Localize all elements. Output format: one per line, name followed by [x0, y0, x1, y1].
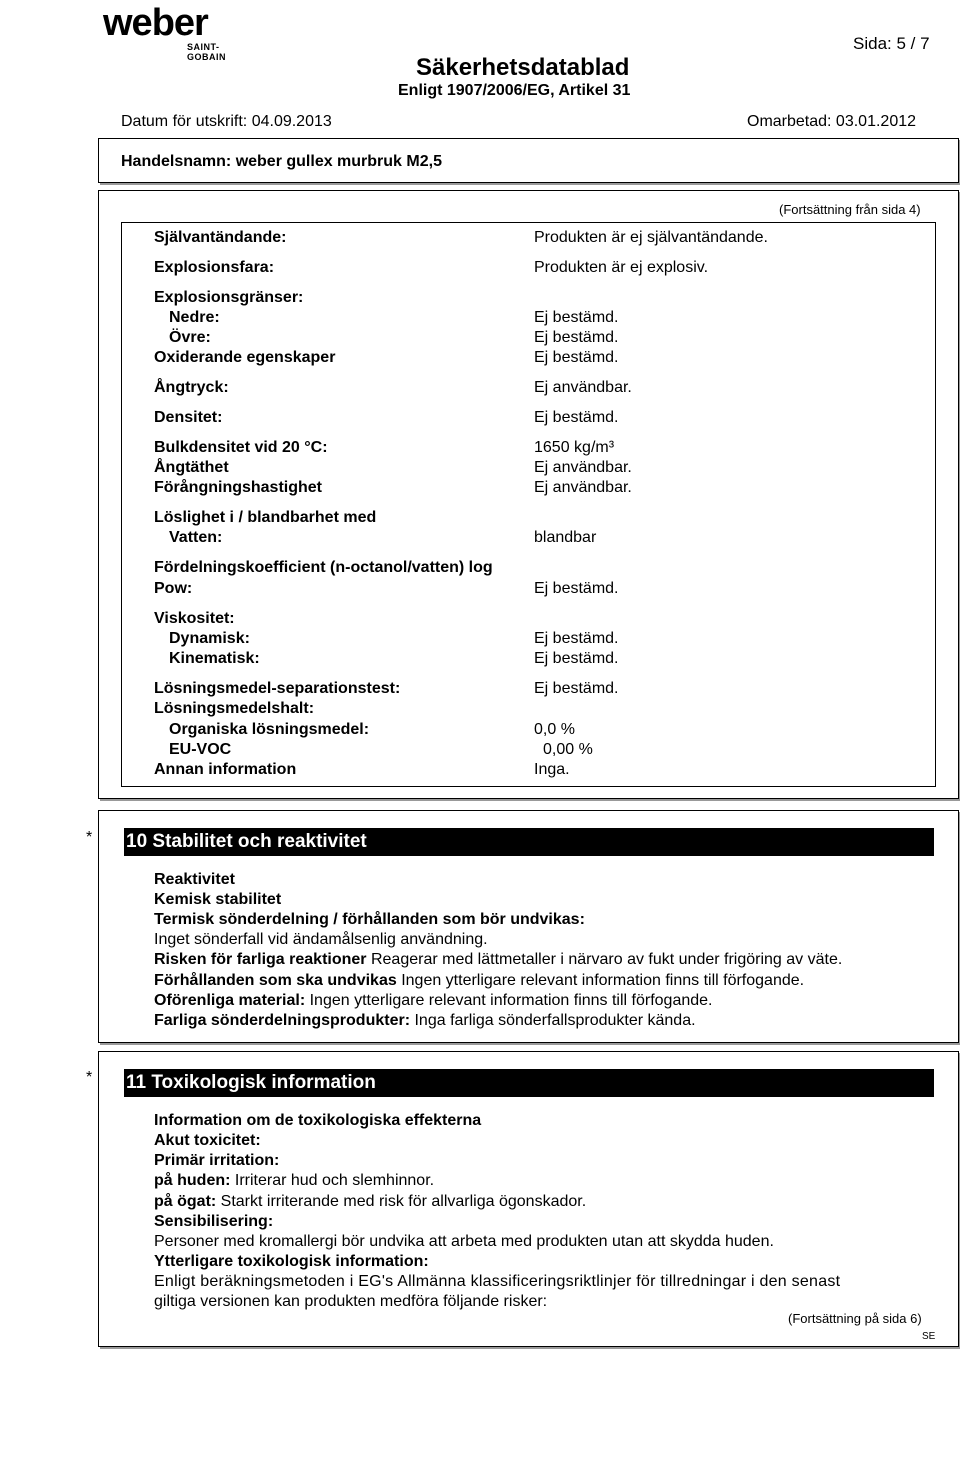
skin-line — [154, 1172, 434, 1190]
dynamic-viscosity-label: Dynamisk: — [169, 630, 250, 647]
pow-value: Ej bestämd. — [534, 580, 619, 597]
self-ignition-label: Självantändande: — [154, 229, 287, 246]
section-11-heading — [121, 1069, 934, 1097]
hazard-line — [154, 951, 842, 969]
further-tox-text-2: giltiga versionen kan produkten medföra följande risker: — [154, 1293, 548, 1310]
bulk-density-value: 1650 kg/m³ — [534, 439, 615, 456]
heading-bar — [121, 828, 124, 856]
skin-text: Irriterar hud och slemhinnor. — [230, 1172, 435, 1189]
pow-label: Pow: — [154, 580, 193, 597]
weber-logo — [103, 2, 253, 62]
vapour-density-value: Ej användbar. — [534, 459, 632, 476]
upper-limit-label: Övre: — [169, 329, 211, 346]
vapour-density-label: Ångtäthet — [154, 459, 229, 476]
decomp-label: Farliga sönderdelningsprodukter: — [154, 1012, 411, 1029]
explosion-hazard-label: Explosionsfara: — [154, 259, 275, 276]
lower-limit-value: Ej bestämd. — [534, 309, 619, 326]
section-10-revision-marker: * — [86, 829, 93, 846]
logo-wordmark: weber — [103, 2, 208, 44]
skin-label: på huden: — [154, 1172, 231, 1189]
evaporation-rate-value: Ej användbar. — [534, 479, 632, 496]
document-subtitle: Enligt 1907/2006/EG, Artikel 31 — [398, 82, 631, 99]
viscosity-label: Viskositet: — [154, 610, 235, 627]
sensitisation-text: Personer med kromallergi bör undvika att arbeta med produkten utan att skydda huden. — [154, 1233, 774, 1250]
language-code: SE — [922, 1331, 936, 1342]
print-date: Datum för utskrift: 04.09.2013 — [121, 113, 332, 130]
decomp-text: Inga farliga sönderfallsprodukter kända. — [410, 1012, 696, 1029]
lower-limit-label: Nedre: — [169, 309, 220, 326]
logo-subtext: SAINT-GOBAIN — [187, 42, 226, 62]
heading-bar — [121, 1069, 124, 1097]
chem-stability-label: Kemisk stabilitet — [154, 891, 282, 908]
page-number: Sida: 5 / 7 — [853, 34, 930, 53]
section-10-heading — [121, 828, 934, 856]
solvent-separation-value: Ej bestämd. — [534, 680, 619, 697]
explosion-limits-label: Explosionsgränser: — [154, 289, 304, 306]
continued-from: (Fortsättning från sida 4) — [779, 202, 921, 217]
eye-text: Starkt irriterande med risk för allvarliga ögonskador. — [216, 1193, 587, 1210]
tox-effects-label: Information om de toxikologiska effekterna — [154, 1112, 482, 1129]
kinematic-viscosity-label: Kinematisk: — [169, 650, 260, 667]
thermal-text: Inget sönderfall vid ändamålsenlig användning. — [154, 931, 488, 948]
eu-voc-label: EU-VOC — [169, 741, 232, 758]
further-tox-text-1: Enligt beräkningsmetoden i EG's Allmänna klassificeringsriktlinjer för tillredningar i den senast — [154, 1273, 841, 1290]
acute-toxicity-label: Akut toxicitet: — [154, 1132, 261, 1149]
solubility-label: Löslighet i / blandbarhet med — [154, 509, 377, 526]
density-label: Densitet: — [154, 409, 223, 426]
section-11-title: 11 Toxikologisk information — [126, 1072, 376, 1093]
eu-voc-value: 0,00 % — [543, 741, 593, 758]
other-info-value: Inga. — [534, 761, 570, 778]
avoid-line — [154, 972, 804, 990]
primary-irritation-label: Primär irritation: — [154, 1152, 280, 1169]
partition-label: Fördelningskoefficient (n-octanol/vatten) log — [154, 559, 493, 576]
further-tox-label: Ytterligare toxikologisk information: — [154, 1253, 429, 1270]
avoid-label: Förhållanden som ska undvikas — [154, 972, 397, 989]
bulk-density-label: Bulkdensitet vid 20 °C: — [154, 439, 328, 456]
vapour-pressure-label: Ångtryck: — [154, 379, 229, 396]
dynamic-viscosity-value: Ej bestämd. — [534, 630, 619, 647]
document-title: Säkerhetsdatablad — [416, 54, 630, 81]
section-10-title: 10 Stabilitet och reaktivitet — [126, 831, 367, 852]
density-value: Ej bestämd. — [534, 409, 619, 426]
vapour-pressure-value: Ej användbar. — [534, 379, 632, 396]
decomp-line — [154, 1012, 696, 1030]
incompat-label: Oförenliga material: — [154, 992, 306, 1009]
kinematic-viscosity-value: Ej bestämd. — [534, 650, 619, 667]
hazard-label: Risken för farliga reaktioner — [154, 951, 367, 968]
incompat-text: Ingen ytterligare relevant information finns till förfogande. — [305, 992, 713, 1009]
trade-name-box — [98, 138, 959, 183]
water-value: blandbar — [534, 529, 597, 546]
sensitisation-label: Sensibilisering: — [154, 1213, 274, 1230]
organic-solvents-label: Organiska lösningsmedel: — [169, 721, 370, 738]
water-label: Vatten: — [169, 529, 223, 546]
other-info-label: Annan information — [154, 761, 297, 778]
eye-label: på ögat: — [154, 1193, 217, 1210]
oxidizing-label: Oxiderande egenskaper — [154, 349, 336, 366]
revised-date: Omarbetad: 03.01.2012 — [747, 113, 917, 130]
solvent-content-label: Lösningsmedelshalt: — [154, 700, 315, 717]
upper-limit-value: Ej bestämd. — [534, 329, 619, 346]
incompat-line — [154, 992, 713, 1010]
explosion-hazard-value: Produkten är ej explosiv. — [534, 259, 709, 276]
oxidizing-value: Ej bestämd. — [534, 349, 619, 366]
self-ignition-value: Produkten är ej självantändande. — [534, 229, 768, 246]
avoid-text: Ingen ytterligare relevant information finns till förfogande. — [396, 972, 805, 989]
evaporation-rate-label: Förångningshastighet — [154, 479, 322, 496]
solvent-separation-label: Lösningsmedel-separationstest: — [154, 680, 401, 697]
organic-solvents-value: 0,0 % — [534, 721, 575, 738]
reactivity-label: Reaktivitet — [154, 871, 235, 888]
continued-to: (Fortsättning på sida 6) — [788, 1311, 922, 1326]
thermal-label: Termisk sönderdelning / förhållanden som bör undvikas: — [154, 911, 585, 928]
eye-line — [154, 1193, 586, 1211]
hazard-text: Reagerar med lättmetaller i närvaro av fukt under frigöring av väte. — [366, 951, 843, 968]
section-11-revision-marker: * — [86, 1069, 93, 1086]
trade-name: Handelsnamn: weber gullex murbruk M2,5 — [121, 153, 442, 170]
